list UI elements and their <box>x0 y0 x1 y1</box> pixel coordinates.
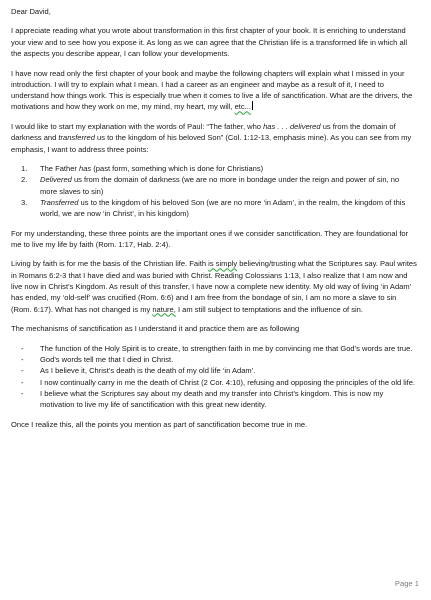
point-text-post: (past form, something which is done for Christians) <box>91 164 264 174</box>
paragraph-intro: I appreciate reading what you wrote about transformation in this first chapter of your book. It is enriching to understand your view and to see how you expose it. As long as we can agree that the Christian life is a transformed life in which all the aspects you describe appear, I can follow your developments. <box>11 26 408 59</box>
list-item <box>11 343 417 354</box>
list-number: 3. <box>21 197 28 207</box>
quote-text-e: us to the kingdom of his beloved Son” (Col. 1:12-13, emphasis mine). As you can see from my emphasis, I want to address three points: <box>11 133 412 154</box>
paragraph-engineer <box>11 68 417 113</box>
point-emphasis: Delivered <box>40 175 72 185</box>
faith-text-a: Living by faith is for me the basis of the Christian life. Faith <box>11 259 209 269</box>
point-emphasis: has <box>79 164 92 174</box>
spellcheck-etc[interactable]: etc... <box>234 102 251 112</box>
list-item <box>11 163 417 174</box>
paragraph-paul-quote <box>11 121 417 155</box>
paragraph-faith <box>11 258 417 314</box>
dash-bullet: - <box>21 343 24 353</box>
three-points-list <box>11 163 417 219</box>
paragraph-closing: Once I realize this, all the points you mention as part of sanctification become true in me. <box>11 419 308 429</box>
point-emphasis: Transferred <box>40 197 79 207</box>
list-number: 2. <box>21 175 28 185</box>
point-text-post: us to the kingdom of his beloved Son (we are no more ‘in Adam’, in the realm, the kingdom of this world, we are now ‘in Christ’, in his kingdom) <box>40 197 406 219</box>
list-item <box>11 377 417 388</box>
list-item <box>11 365 417 376</box>
paragraph-engineer-text: I have now read only the first chapter of your book and maybe the following chapters will explain what I missed in your introduction. I will try to explain what I mean. I had a career as an engineer and maybe as a result of it, I need to understand how things work. This is especially true when it comes to live a life of sanctification. What are the drivers, the motivations and how they work on me, my mind, my heart, my will, <box>11 68 413 112</box>
quote-emphasis-delivered: has . . . delivered <box>263 121 321 131</box>
list-number: 1. <box>21 164 28 174</box>
paragraph-mechanisms-intro: The mechanisms of sanctification as I understand it and practice them are as following <box>11 324 300 334</box>
mechanisms-list <box>11 343 417 411</box>
list-item <box>11 197 417 220</box>
quote-text-c: us from the domain of darkness and <box>11 121 396 143</box>
list-item <box>11 174 417 197</box>
dash-bullet: - <box>21 366 24 376</box>
spellcheck-is-simply[interactable]: is simply <box>208 259 238 269</box>
mechanism-text: I now continually carry in me the death of Christ (2 Cor. 4:10), refusing and opposing the principles of the old life. <box>40 377 416 387</box>
mechanism-text: The function of the Holy Spirit is to create, to strengthen faith in me by convincing me that God’s words are true. <box>40 343 413 353</box>
point-text-pre: The Father <box>40 164 80 174</box>
quote-text-a: I would like to start my explanation with the words of Paul: “The father, who <box>11 121 264 131</box>
paragraph-foundational: For my understanding, these three points are the important ones if we consider sanctification. They are foundational for me to live my life by faith (Rom. 1:17, Hab. 2:4). <box>11 228 409 249</box>
faith-text-e: I am still subject to temptations and the influence of sin. <box>175 304 363 314</box>
page-number-footer: Page 1 <box>394 578 419 588</box>
list-item <box>11 354 417 365</box>
mechanism-text: God’s words tell me that I died in Christ. <box>40 354 174 364</box>
faith-text-c: believing/trusting what the Scriptures say. Paul writes in Romans 6:2-3 that I have died and was buried with Christ. Reading Colossians 1:13, I also realize that I am now and live now in Christ’s Kingdom. As result of this transfer, I have now a complete new identity. My old way of living ‘in Adam’ has ended, my ‘old-self’ was crucified (Rom. 6:6) and I am free from the bondage of sin, I am no more a slave to sin (Rom. 6:17). What has not changed is my <box>11 259 417 314</box>
mechanism-text: As I believe it, Christ’s death is the death of my old life ‘in Adam’. <box>40 366 256 376</box>
point-text-post: us from the domain of darkness (we are no more in bondage under the reign and power of sin, no more slaves to sin) <box>40 175 400 196</box>
greeting: Dear David, <box>11 7 51 16</box>
dash-bullet: - <box>21 377 24 387</box>
spellcheck-nature[interactable]: nature, <box>152 304 176 314</box>
mechanism-text: I believe what the Scriptures say about my death and my transfer into Christ’s kingdom. This is now my motivation to live my life of sanctification with this great new identity. <box>40 388 384 410</box>
quote-emphasis-transferred: transferred <box>58 133 95 143</box>
dash-bullet: - <box>21 354 24 364</box>
dash-bullet: - <box>21 388 24 398</box>
text-cursor <box>252 101 253 110</box>
list-item <box>11 388 417 411</box>
